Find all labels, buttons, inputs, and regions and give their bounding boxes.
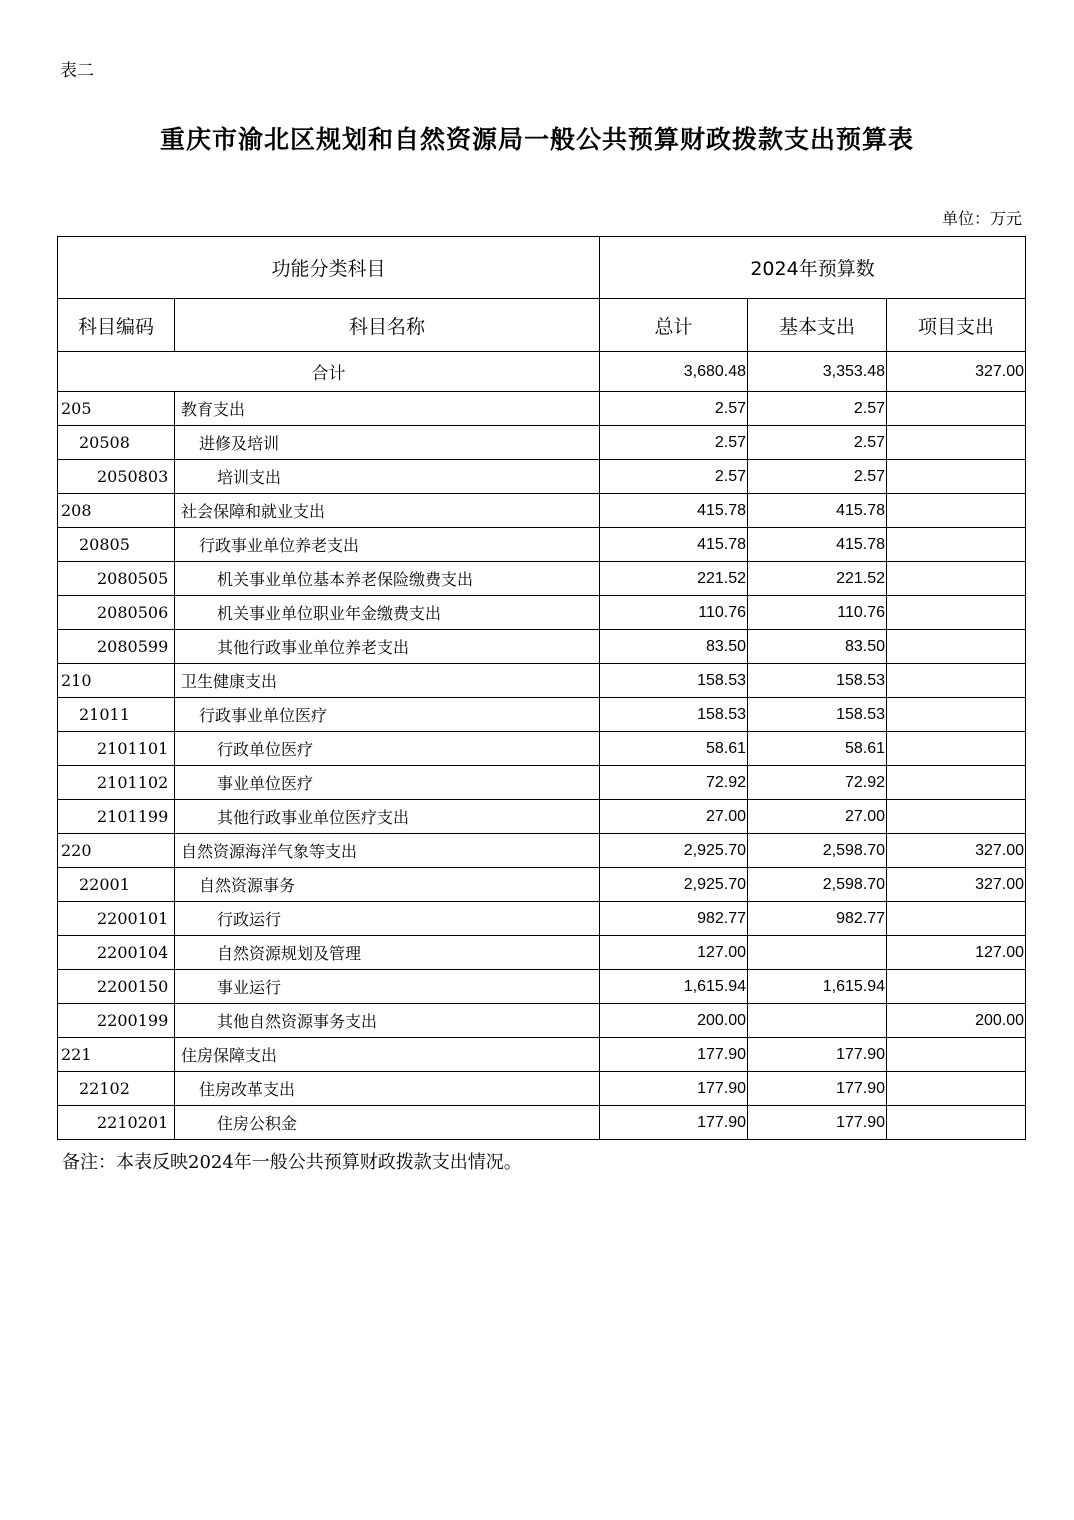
row-name: 社会保障和就业支出 [175, 494, 600, 528]
row-total: 2,925.70 [600, 868, 748, 902]
row-project [887, 902, 1026, 936]
row-name: 进修及培训 [175, 426, 600, 460]
row-name: 行政事业单位养老支出 [175, 528, 600, 562]
row-name: 行政单位医疗 [175, 732, 600, 766]
row-total: 2.57 [600, 426, 748, 460]
row-name: 卫生健康支出 [175, 664, 600, 698]
row-basic: 158.53 [748, 698, 887, 732]
table-body [58, 352, 1026, 1140]
row-project: 200.00 [887, 1004, 1026, 1038]
table-row [58, 800, 1026, 834]
row-project [887, 392, 1026, 426]
summary-total: 3,680.48 [600, 352, 748, 392]
header-total: 总计 [600, 299, 748, 352]
row-code: 2200199 [58, 1004, 175, 1038]
table-row [58, 732, 1026, 766]
row-code: 2200104 [58, 936, 175, 970]
row-code: 205 [58, 392, 175, 426]
row-basic: 982.77 [748, 902, 887, 936]
row-project: 127.00 [887, 936, 1026, 970]
row-name: 其他行政事业单位养老支出 [175, 630, 600, 664]
row-total: 58.61 [600, 732, 748, 766]
row-total: 982.77 [600, 902, 748, 936]
row-project [887, 1106, 1026, 1140]
row-name: 住房改革支出 [175, 1072, 600, 1106]
row-basic: 72.92 [748, 766, 887, 800]
table-row [58, 902, 1026, 936]
row-name: 机关事业单位基本养老保险缴费支出 [175, 562, 600, 596]
row-code: 20508 [58, 426, 175, 460]
row-name: 自然资源规划及管理 [175, 936, 600, 970]
row-basic: 2.57 [748, 460, 887, 494]
row-basic: 221.52 [748, 562, 887, 596]
row-name: 培训支出 [175, 460, 600, 494]
row-code: 2080599 [58, 630, 175, 664]
footnote: 备注：本表反映2024年一般公共预算财政拨款支出情况。 [62, 1152, 522, 1173]
row-project: 327.00 [887, 868, 1026, 902]
row-project [887, 460, 1026, 494]
row-basic: 58.61 [748, 732, 887, 766]
row-project [887, 630, 1026, 664]
row-basic: 2,598.70 [748, 868, 887, 902]
table-row [58, 528, 1026, 562]
table-row [58, 766, 1026, 800]
row-code: 2200150 [58, 970, 175, 1004]
table-row [58, 460, 1026, 494]
table-row [58, 1038, 1026, 1072]
row-name: 行政运行 [175, 902, 600, 936]
row-code: 210 [58, 664, 175, 698]
row-total: 221.52 [600, 562, 748, 596]
row-total: 177.90 [600, 1106, 748, 1140]
summary-label: 合计 [58, 352, 600, 392]
row-total: 2.57 [600, 392, 748, 426]
header-basic: 基本支出 [748, 299, 887, 352]
row-code: 2200101 [58, 902, 175, 936]
row-total: 1,615.94 [600, 970, 748, 1004]
row-total: 72.92 [600, 766, 748, 800]
row-name: 住房公积金 [175, 1106, 600, 1140]
row-name: 自然资源海洋气象等支出 [175, 834, 600, 868]
row-basic: 158.53 [748, 664, 887, 698]
row-total: 83.50 [600, 630, 748, 664]
page-title: 重庆市渝北区规划和自然资源局一般公共预算财政拨款支出预算表 [159, 125, 914, 154]
header-project: 项目支出 [887, 299, 1026, 352]
row-total: 27.00 [600, 800, 748, 834]
row-basic: 1,615.94 [748, 970, 887, 1004]
summary-basic: 3,353.48 [748, 352, 887, 392]
table-row [58, 698, 1026, 732]
row-total: 158.53 [600, 698, 748, 732]
row-project [887, 562, 1026, 596]
row-code: 220 [58, 834, 175, 868]
row-total: 158.53 [600, 664, 748, 698]
table-row [58, 970, 1026, 1004]
row-code: 2050803 [58, 460, 175, 494]
row-project [887, 766, 1026, 800]
table-row [58, 392, 1026, 426]
row-project [887, 732, 1026, 766]
row-name: 住房保障支出 [175, 1038, 600, 1072]
row-code: 2210201 [58, 1106, 175, 1140]
row-project [887, 494, 1026, 528]
row-code: 2080506 [58, 596, 175, 630]
row-basic: 2,598.70 [748, 834, 887, 868]
row-basic: 110.76 [748, 596, 887, 630]
table-row [58, 494, 1026, 528]
row-name: 自然资源事务 [175, 868, 600, 902]
row-total: 177.90 [600, 1072, 748, 1106]
row-name: 事业运行 [175, 970, 600, 1004]
row-code: 2101199 [58, 800, 175, 834]
row-basic: 177.90 [748, 1072, 887, 1106]
row-basic [748, 1004, 887, 1038]
row-code: 21011 [58, 698, 175, 732]
row-project: 327.00 [887, 834, 1026, 868]
row-project [887, 1038, 1026, 1072]
row-basic: 83.50 [748, 630, 887, 664]
row-project [887, 596, 1026, 630]
table-row [58, 562, 1026, 596]
row-total: 110.76 [600, 596, 748, 630]
table-label: 表二 [60, 61, 94, 81]
row-total: 415.78 [600, 528, 748, 562]
summary-project: 327.00 [887, 352, 1026, 392]
table-row [58, 426, 1026, 460]
budget-table [57, 236, 1026, 1140]
table-row [58, 834, 1026, 868]
row-code: 2080505 [58, 562, 175, 596]
row-total: 415.78 [600, 494, 748, 528]
row-project [887, 1072, 1026, 1106]
table-row [58, 1106, 1026, 1140]
row-total: 2,925.70 [600, 834, 748, 868]
row-code: 208 [58, 494, 175, 528]
row-project [887, 800, 1026, 834]
row-code: 22102 [58, 1072, 175, 1106]
row-code: 22001 [58, 868, 175, 902]
row-project [887, 528, 1026, 562]
row-project [887, 970, 1026, 1004]
header-budget-year: 2024年预算数 [600, 237, 1026, 299]
row-project [887, 698, 1026, 732]
row-name: 机关事业单位职业年金缴费支出 [175, 596, 600, 630]
row-name: 其他自然资源事务支出 [175, 1004, 600, 1038]
unit-label: 单位：万元 [941, 209, 1022, 228]
header-name: 科目名称 [175, 299, 600, 352]
table-row [58, 1072, 1026, 1106]
table-row [58, 1004, 1026, 1038]
row-basic: 2.57 [748, 392, 887, 426]
table-row [58, 596, 1026, 630]
header-code: 科目编码 [58, 299, 175, 352]
row-code: 20805 [58, 528, 175, 562]
table-row [58, 868, 1026, 902]
row-total: 127.00 [600, 936, 748, 970]
row-basic: 2.57 [748, 426, 887, 460]
row-name: 事业单位医疗 [175, 766, 600, 800]
summary-row [58, 352, 1026, 392]
row-basic: 177.90 [748, 1038, 887, 1072]
row-basic: 27.00 [748, 800, 887, 834]
row-project [887, 664, 1026, 698]
row-basic: 415.78 [748, 528, 887, 562]
row-name: 教育支出 [175, 392, 600, 426]
table-row [58, 630, 1026, 664]
row-code: 2101101 [58, 732, 175, 766]
row-code: 221 [58, 1038, 175, 1072]
row-basic: 177.90 [748, 1106, 887, 1140]
header-functional-category: 功能分类科目 [58, 237, 600, 299]
row-basic: 415.78 [748, 494, 887, 528]
table-row [58, 936, 1026, 970]
row-name: 其他行政事业单位医疗支出 [175, 800, 600, 834]
row-basic [748, 936, 887, 970]
row-code: 2101102 [58, 766, 175, 800]
row-total: 2.57 [600, 460, 748, 494]
row-project [887, 426, 1026, 460]
row-name: 行政事业单位医疗 [175, 698, 600, 732]
table-row [58, 664, 1026, 698]
row-total: 177.90 [600, 1038, 748, 1072]
row-total: 200.00 [600, 1004, 748, 1038]
